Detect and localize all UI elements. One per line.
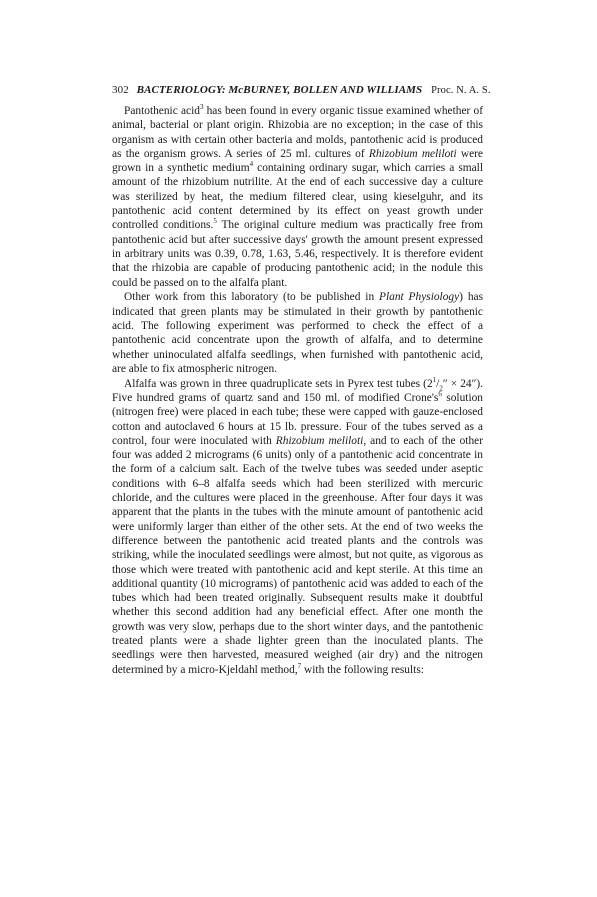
- reference-superscript: 6: [438, 390, 442, 399]
- reference-superscript: 7: [297, 661, 302, 670]
- italic-term: Rhizobium meliloti: [368, 147, 457, 160]
- running-title: BACTERIOLOGY: McBURNEY, BOLLEN AND WILLIAMS: [136, 84, 423, 96]
- text-run: , and to each of the other four was added 2 micrograms (6 units) only of a pantothenic acid concentrate in the form of a calcium salt. Each of the twelve tubes was seeded under aseptic conditions with 6–8 alfalfa seeds which had been sterilized with mercuric chloride, and the cultures were placed in the greenhouse. After four days it was apparent that the plants in the tubes with the minute amount of pantothenic acid were uniformly larger than either of the other sets. At the end of two weeks the difference between the pantothenic acid treated plants and the controls was striking, while the inoculated seedlings were almost, but not quite, as vigorous as those which were treated with pantothenic acid and kept sterile. At this time an additional quantity (10 micrograms) of pantothenic acid was added to each of the tubes which had been treated originally. Subsequent results make it doubtful whether this second addition had any beneficial effect. After one month the growth was very slow, perhaps due to the short winter days, and the pantothenic treated plants were a shade lighter green than the inoculated plants. The seedlings were then harvested, measured weighed (air dry) and the nitrogen determined by a micro-Kjeldahl method,: [112, 434, 483, 676]
- running-header: [112, 84, 502, 96]
- text-run: Pantothenic acid: [124, 105, 200, 117]
- article-body: [112, 104, 483, 677]
- text-run: ) has indicated that green plants may be stimulated in their growth by pantothenic acid. The following experiment was performed to check the effect of a pantothenic acid concentrate upon the growth of alfalfa, and to determine whether uninoculated alfalfa seedlings, when furnished with pantothenic acid, are able to fix atmospheric nitrogen.: [112, 291, 484, 375]
- paragraph-3: [112, 377, 483, 677]
- reference-superscript: 4: [249, 160, 254, 169]
- text-run: solution (nitrogen free) were placed in each tube; these were capped with gauze-enclosed cotton and autoclaved 6 hours at 15 lb. pressure. Four of the tubes served as a control, four were inoculated with: [112, 391, 484, 447]
- text-run: with the following results:: [301, 663, 424, 676]
- reference-superscript: 1: [432, 375, 437, 384]
- text-run: The original culture medium was practically free from pantothenic acid but after successive days' growth the amount present expressed in arbitrary units was 0.39, 0.78, 1.63, 5.46, respectively. It is therefore evident that the rhizobia are capable of producing pantothenic acid; in the nodule this could be passed on to the alfalfa plant.: [112, 219, 483, 289]
- text-run: /: [436, 377, 440, 390]
- page-number: 302: [112, 84, 129, 96]
- italic-term: Plant Physiology: [379, 291, 460, 304]
- text-run: has been found in every organic tissue examined whether of animal, bacterial or plant origin. Rhizobia are no exception; in the case of this organism as with certain other bacteria and molds, pantothenic acid is produced as the organism grows. A series of 25 ml. cultures of: [112, 105, 483, 160]
- journal-abbreviation: Proc. N. A. S.: [431, 85, 491, 96]
- text-run: Other work from this laboratory (to be published in: [124, 291, 380, 304]
- text-run: ″ × 24″). Five hundred grams of quartz sand and 150 ml. of modified Crone's: [112, 377, 483, 404]
- paragraph-2: [112, 290, 483, 376]
- paragraph-1: [112, 104, 483, 290]
- italic-term: Rhizobium meliloti: [275, 434, 364, 447]
- reference-superscript: 5: [213, 217, 217, 226]
- text-run: were grown in a synthetic medium: [112, 147, 483, 175]
- text-run: containing ordinary sugar, which carries a small amount of the rhizobium nutrilite. At the end of each successive day a culture was sterilized by heat, the medium filtered clear, using kieselguhr, and its pantothenic acid content determined by its effect on yeast growth under controlled conditions.: [112, 162, 483, 232]
- fraction-subscript: 2: [439, 383, 443, 392]
- reference-superscript: 3: [199, 103, 204, 112]
- text-run: Alfalfa was grown in three quadruplicate sets in Pyrex test tubes (2: [124, 377, 433, 390]
